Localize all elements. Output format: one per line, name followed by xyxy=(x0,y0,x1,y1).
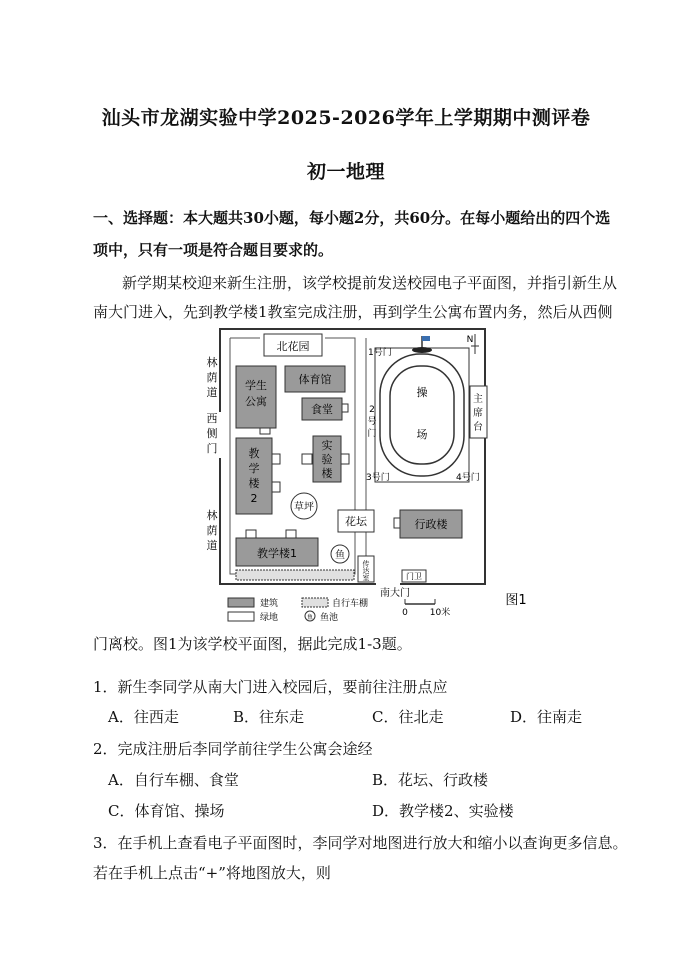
dorm-label-2: 公寓 xyxy=(245,395,267,408)
q2-option-c[interactable]: C．体育馆、操场 xyxy=(108,802,225,820)
section-heading-line2: 项中，只有一项是符合题目要求的。 xyxy=(93,241,334,259)
svg-text:验: 验 xyxy=(321,453,333,466)
question-3-stem-line1: 3．在手机上查看电子平面图时，李同学对地图进行放大和缩小以查询更多信息。 xyxy=(93,834,628,852)
svg-text:教: 教 xyxy=(248,447,260,460)
svg-text:达: 达 xyxy=(362,567,370,575)
svg-text:10米: 10米 xyxy=(429,608,451,618)
svg-text:传: 传 xyxy=(362,560,370,568)
svg-text:2: 2 xyxy=(369,405,375,415)
legend-bike-label: 自行车棚 xyxy=(332,599,369,609)
question-2-stem: 2．完成注册后李同学前往学生公寓会途经 xyxy=(93,740,373,758)
teaching1-label: 教学楼1 xyxy=(257,547,297,560)
svg-text:楼: 楼 xyxy=(248,477,260,490)
q1-option-d[interactable]: D．往南走 xyxy=(510,708,583,726)
svg-text:楼: 楼 xyxy=(321,467,333,480)
guard-label: 门卫 xyxy=(406,572,422,581)
exam-title: 汕头市龙湖实验中学2025-2026学年上学期期中测评卷 xyxy=(101,107,591,129)
intro-line2: 南大门进入，先到教学楼1教室完成注册，再到学生公寓布置内务，然后从西侧 xyxy=(93,303,613,321)
svg-text:门: 门 xyxy=(206,442,218,455)
legend-green-label: 绿地 xyxy=(260,613,279,623)
svg-text:荫: 荫 xyxy=(206,371,218,384)
svg-text:席: 席 xyxy=(473,408,483,419)
svg-text:道: 道 xyxy=(206,539,218,552)
section-heading-line1: 一、选择题：本大题共30小题，每小题2分，共60分。在每小题给出的四个选 xyxy=(93,209,611,227)
figure-label: 图1 xyxy=(505,593,527,608)
svg-text:鱼: 鱼 xyxy=(306,614,314,621)
svg-text:0: 0 xyxy=(402,608,408,618)
svg-text:主: 主 xyxy=(473,394,483,405)
legend-bike-swatch xyxy=(302,598,328,607)
question-1-stem: 1．新生李同学从南大门进入校园后，要前往注册点应 xyxy=(93,678,448,696)
svg-text:西: 西 xyxy=(206,412,218,425)
legend-building-swatch xyxy=(228,598,254,607)
svg-text:林: 林 xyxy=(206,356,218,369)
q2-option-d[interactable]: D．教学楼2、实验楼 xyxy=(372,802,514,820)
campus-map-figure xyxy=(190,326,550,626)
legend-building-label: 建筑 xyxy=(260,599,279,609)
exam-subject: 初一地理 xyxy=(306,161,385,183)
flower-bed-label: 花坛 xyxy=(345,515,367,528)
svg-text:林: 林 xyxy=(206,509,218,522)
q2-option-a[interactable]: A．自行车棚、食堂 xyxy=(108,771,239,789)
legend-green-swatch xyxy=(228,612,254,621)
svg-text:号: 号 xyxy=(367,417,377,427)
gym-label: 体育馆 xyxy=(298,373,332,386)
q1-option-a[interactable]: A．往西走 xyxy=(108,708,179,726)
svg-text:2: 2 xyxy=(250,492,258,505)
gate4-label: 4号门 xyxy=(456,473,480,483)
intro-line1: 新学期某校迎来新生注册，该学校提前发送校园电子平面图，并指引新生从 xyxy=(122,274,618,292)
svg-text:台: 台 xyxy=(473,422,483,433)
svg-text:侧: 侧 xyxy=(206,427,218,440)
gate3-label: 3号门 xyxy=(366,473,390,483)
intro-line3: 门离校。图1为该学校平面图，据此完成1-3题。 xyxy=(93,635,412,653)
north-label: N xyxy=(466,335,474,345)
north-garden-label: 北花园 xyxy=(276,340,310,353)
dorm-label-1: 学生 xyxy=(245,379,267,392)
svg-text:室: 室 xyxy=(362,574,370,582)
playground-label-bottom: 场 xyxy=(416,428,428,441)
svg-text:道: 道 xyxy=(206,386,218,399)
svg-text:荫: 荫 xyxy=(206,524,218,537)
q1-option-c[interactable]: C．往北走 xyxy=(372,708,444,726)
south-gate-label: 南大门 xyxy=(380,588,410,599)
playground-label-top: 操 xyxy=(416,386,428,399)
admin-label: 行政楼 xyxy=(414,518,448,531)
question-3-stem-line2: 若在手机上点击“+”将地图放大，则 xyxy=(93,864,331,882)
svg-text:鱼: 鱼 xyxy=(335,550,345,561)
canteen-label: 食堂 xyxy=(311,403,333,416)
svg-text:学: 学 xyxy=(248,462,260,475)
bike-shed xyxy=(236,570,354,580)
legend-fish-label: 鱼池 xyxy=(320,613,339,623)
gate1-label: 1号门 xyxy=(368,348,392,358)
lawn-label: 草坪 xyxy=(294,502,314,513)
svg-text:门: 门 xyxy=(367,429,377,439)
q2-option-b[interactable]: B．花坛、行政楼 xyxy=(372,771,489,789)
q1-option-b[interactable]: B．往东走 xyxy=(233,708,305,726)
svg-text:实: 实 xyxy=(321,439,333,452)
